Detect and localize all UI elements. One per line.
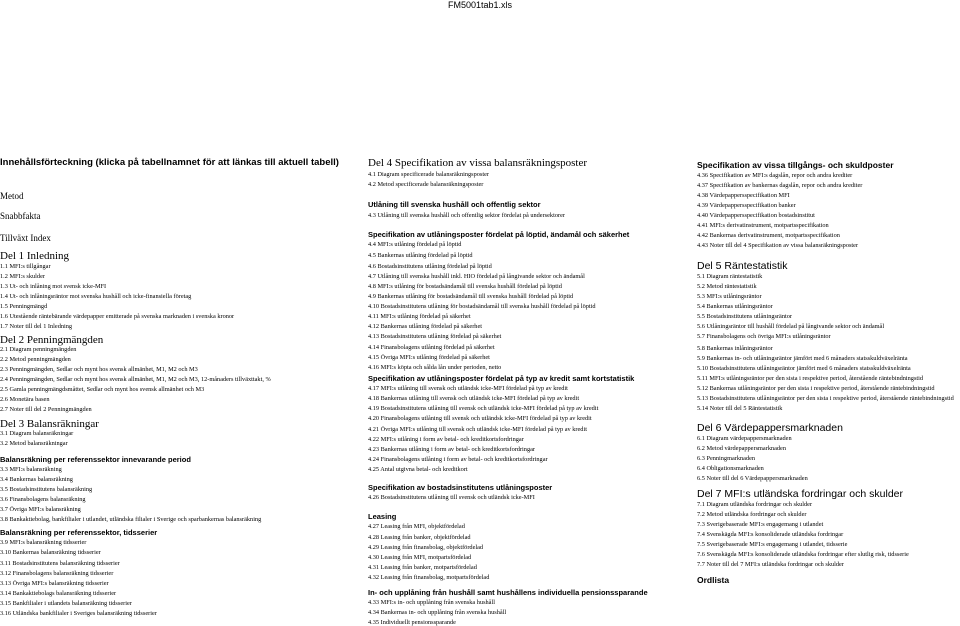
toc-link[interactable]: 1.3 Ut- och inlåning mot svensk icke-MFI [0,283,107,290]
toc-link[interactable]: 2.6 Monetära basen [0,396,50,403]
toc-column-2 [368,157,648,626]
toc-link[interactable]: 4.20 Finansbolagens utlåning till svensk och utländsk icke-MFI fördelad på typ av kredit [368,415,592,422]
toc-section-heading: Innehållsförteckning (klicka på tabellnamnet för att länkas till aktuell tabell) [0,157,339,168]
toc-link[interactable]: 4.34 Bankernas in- och upplåning från svenska hushåll [368,609,507,616]
toc-section-heading: Del 1 Inledning [0,250,70,262]
toc-section-heading: Specifikation av vissa tillgångs- och skuldposter [697,160,894,170]
toc-link[interactable]: 5.7 Finansbolagens och övriga MFI:s utlåningsräntor [697,333,831,340]
toc-link[interactable]: 3.16 Utländska bankfilialer i Sveriges balansräkning tidsserier [0,610,157,617]
toc-link[interactable]: 2.2 Metod penningmängden [0,356,71,363]
toc-link[interactable]: 3.11 Bostadsinstitutens balansräkning tidsserier [0,560,120,567]
toc-link[interactable]: 3.9 MFI:s balansräkning tidsserier [0,539,87,546]
toc-link[interactable]: 4.11 MFI:s utlåning fördelad på säkerhet [368,313,471,320]
toc-link[interactable]: 1.6 Utestående räntebärande värdepapper emitterade på svenska marknaden i svenska kronor [0,313,235,320]
toc-link[interactable]: 4.40 Värdepappersspecifikation bostadsinstitut [697,212,815,219]
toc-link[interactable]: 4.30 Leasing från MFI, motpartsfördelad [368,554,472,561]
toc-link[interactable]: 4.43 Noter till del 4 Specifikation av vissa balansräkningsposter [697,242,859,249]
toc-link[interactable]: 4.16 MFI:s köpta och sålda lån under perioden, netto [368,364,502,371]
toc-link[interactable]: 2.4 Penningmängden, Sedlar och mynt hos svensk allmänhet, M1, M2 och M3, 12-månaders tillväxttakt, % [0,376,271,383]
toc-link[interactable]: 4.1 Diagram specificerade balansräkningsposter [368,171,489,178]
toc-link[interactable]: 3.2 Metod balansräkningar [0,440,68,447]
toc-link[interactable]: 4.26 Bostadsinstitutens utlåning till svensk och utländsk icke-MFI [368,494,535,501]
toc-link[interactable]: 3.8 Bankaktiebolag, bankfilialer i utlandet, utländska filialer i Sverige och sparbankernas balansräkning [0,516,262,523]
toc-link[interactable]: 4.37 Specifikation av bankernas dagslån, repor och andra krediter [697,182,863,189]
toc-link[interactable]: 4.10 Bostadsinstitutens utlåning för bostadsändamål till svenska hushåll fördelad på löptid [368,303,596,310]
toc-section-heading: Specifikation av utlåningsposter fördelat på typ av kredit samt kortstatistik [368,374,635,383]
toc-section-heading: Del 7 MFI:s utländska fordringar och skulder [697,488,904,500]
toc-section-heading: Specifikation av utlåningsposter fördelat på löptid, ändamål och säkerhet [368,230,630,239]
toc-link[interactable]: 1.4 Ut- och inlåningsräntor mot svenska hushåll och icke-finansiella företag [0,293,192,300]
toc-link[interactable]: 7.4 Svenskägda MFI:s konsoliderade utländska fordringar [697,531,844,538]
toc-column-3 [697,158,960,611]
toc-link[interactable]: 5.10 Bostadsinstitutens utlåningsräntor jämfört med 6 månaders statsskuldväxelränta [697,365,911,372]
toc-link[interactable]: 2.7 Noter till del 2 Penningmängden [0,406,92,413]
toc-link[interactable]: 4.21 Övriga MFI:s utlåning till svensk och utländsk icke-MFI fördelad på typ av kredit [368,426,587,433]
toc-link[interactable]: 3.4 Bankernas balansräkning [0,476,73,483]
toc-link[interactable]: 4.7 Utlåning till svenska hushåll inkl. HIO fördelad på långivande sektor och ändamål [368,273,585,280]
toc-link[interactable]: 4.33 MFI:s in- och upplåning från svenska hushåll [368,599,495,606]
toc-section-heading: Del 6 Värdepappersmarknaden [697,422,843,434]
toc-section-heading: Tillväxt Index [0,233,51,243]
toc-section-heading: Del 3 Balansräkningar [0,418,99,430]
toc-link[interactable]: 1.5 Penningmängd [0,303,48,310]
toc-section-heading: Utlåning till svenska hushåll och offentlig sektor [368,200,541,209]
toc-link[interactable]: 4.24 Finansbolagens utlåning i form av betal- och kreditkortsfordringar [368,456,548,463]
toc-link[interactable]: 7.6 Svenskägda MFI:s konsoliderade utländska fordringar efter slutlig risk, tidsserie [697,551,909,558]
toc-link[interactable]: 4.36 Specifikation av MFI:s dagslån, repor och andra krediter [697,172,853,179]
toc-link[interactable]: 3.15 Bankfilialer i utlandets balansräkning tidsserier [0,600,132,607]
toc-link[interactable]: 4.15 Övriga MFI:s utlåning fördelad på säkerhet [368,354,490,361]
toc-section-heading: Snabbfakta [0,211,41,221]
toc-link[interactable]: 7.5 Sverigebaserade MFI:s engagemang i utlandet, tidsserie [697,541,848,548]
toc-link[interactable]: 5.11 MFI:s utlåningsräntor per den sista i respektive period, återstående räntebindningstid [697,375,924,382]
toc-link[interactable]: 3.12 Finansbolagens balansräkning tidsserier [0,570,114,577]
toc-link[interactable]: 7.2 Metod utländska fordringar och skulder [697,511,807,518]
toc-link[interactable]: 4.29 Leasing från finansbolag, objektfördelad [368,544,484,551]
toc-link[interactable]: 6.4 Obligationsmarknaden [697,465,764,472]
toc-link[interactable]: 5.3 MFI:s utlåningsräntor [697,293,762,300]
toc-link[interactable]: 3.1 Diagram balansräkningar [0,430,74,437]
toc-link[interactable]: 6.2 Metod värdepappersmarknaden [697,445,786,452]
toc-link[interactable]: 1.7 Noter till del 1 Inledning [0,323,73,330]
toc-link[interactable]: 7.7 Noter till del 7 MFI:s utländska fordringar och skulder [697,561,844,568]
toc-link[interactable]: 7.3 Sverigebaserade MFI:s engagemang i utlandet [697,521,824,528]
toc-link[interactable]: 4.25 Antal utgivna betal- och kreditkort [368,466,468,473]
toc-link[interactable]: 3.3 MFI:s balansräkning [0,466,62,473]
toc-section-heading: Ordlista [697,575,730,585]
toc-section-heading: In- och upplåning från hushåll samt hushållens individuella pensionssparande [368,588,648,597]
toc-link[interactable]: 4.42 Bankernas derivatinstrument, motpartsspecifikation [697,232,840,239]
toc-link[interactable]: 4.38 Värdepappersspecifikation MFI [697,192,790,199]
toc-link[interactable]: 4.27 Leasing från MFI, objektfördelad [368,523,465,530]
toc-link[interactable]: 1.1 MFI:s tillgångar [0,263,51,270]
toc-link[interactable]: 4.9 Bankernas utlåning för bostadsändamål till svenska hushåll fördelad på löptid [368,293,574,300]
toc-section-heading: Del 2 Penningmängden [0,334,104,346]
toc-link[interactable]: 5.6 Utlåningsräntor till hushåll fördelad på långivande sektor och ändamål [697,323,885,330]
toc-link[interactable]: 4.39 Värdepappersspecifikation banker [697,202,796,209]
toc-section-heading: Metod [0,191,24,201]
toc-link[interactable]: 4.28 Leasing från banker, objektfördelad [368,534,471,541]
toc-link[interactable]: 3.7 Övriga MFI:s balansräkning [0,506,81,513]
toc-link[interactable]: 5.13 Bostadsinstitutens utlåningsräntor per den sista i respektive period, återstående räntebindningstid [697,395,954,402]
toc-link[interactable]: 5.4 Bankernas utlåningsräntor [697,303,773,310]
toc-link[interactable]: 4.41 MFI:s derivatinstrument, motpartsspecifikation [697,222,829,229]
toc-section-heading: Leasing [368,512,397,521]
toc-link[interactable]: 2.3 Penningmängden, Sedlar och mynt hos svensk allmänhet, M1, M2 och M3 [0,366,198,373]
toc-link[interactable]: 4.14 Finansbolagens utlåning fördelad på säkerhet [368,344,495,351]
toc-link[interactable]: 5.12 Bankernas utlåningsräntor per den sista i respektive period, återstående räntebindningstid [697,385,935,392]
toc-section-heading: Del 5 Räntestatistik [697,260,788,272]
toc-link[interactable]: 4.5 Bankernas utlåning fördelad på löptid [368,252,473,259]
toc-link[interactable]: 7.1 Diagram utländska fordringar och skulder [697,501,813,508]
toc-link[interactable]: 4.3 Utlåning till svenska hushåll och offentlig sektor fördelat på undersektorer [368,212,565,219]
toc-link[interactable]: 5.2 Metod räntestatistik [697,283,757,290]
toc-link[interactable]: 4.17 MFI:s utlåning till svensk och utländsk icke-MFI fördelad på typ av kredit [368,385,568,392]
toc-link[interactable]: 5.1 Diagram räntestatistik [697,273,763,280]
toc-link[interactable]: 6.5 Noter till del 6 Värdepappersmarknaden [697,475,808,482]
toc-link[interactable]: 4.22 MFI:s utlåning i form av betal- och kreditkortsfordringar [368,436,524,443]
toc-link[interactable]: 4.18 Bankernas utlåning till svensk och utländsk icke-MFI fördelad på typ av kredit [368,395,580,402]
toc-link[interactable]: 2.1 Diagram penningmängden [0,346,77,353]
toc-link[interactable]: 4.13 Bostadsinstitutens utlåning fördelad på säkerhet [368,333,502,340]
toc-link[interactable]: 5.9 Bankernas in- och utlåningsräntor jämfört med 6 månaders statsskuldväxelränta [697,355,908,362]
toc-link[interactable]: 4.12 Bankernas utlåning fördelad på säkerhet [368,323,483,330]
toc-link[interactable]: 5.5 Bostadsinstitutens utlåningsräntor [697,313,792,320]
toc-link[interactable]: 4.23 Bankernas utlåning i form av betal- och kreditkortsfordringar [368,446,535,453]
toc-link[interactable]: 3.10 Bankernas balansräkning tidsserier [0,549,101,556]
toc-section-heading: Del 4 Specifikation av vissa balansräkningsposter [368,157,588,169]
toc-link[interactable]: 5.14 Noter till del 5 Räntestatistik [697,405,783,412]
toc-section-heading: Balansräkning per referenssektor innevarande period [0,455,191,464]
file-title: FM5001tab1.xls [447,0,513,10]
toc-link[interactable]: 6.1 Diagram värdepappersmarknaden [697,435,792,442]
toc-link[interactable]: 3.6 Finansbolagens balansräkning [0,496,86,503]
toc-link[interactable]: 4.31 Leasing från banker, motpartsfördelad [368,564,477,571]
toc-section-heading: Specifikation av bostadsinstitutens utlåningsposter [368,483,553,492]
toc-link[interactable]: 4.2 Metod specificerade balansräkningsposter [368,181,484,188]
toc-link[interactable]: 3.14 Bankaktiebolags balansräkning tidsserier [0,590,117,597]
toc-link[interactable]: 4.4 MFI:s utlåning fördelad på löptid [368,241,462,248]
toc-link[interactable]: 4.6 Bostadsinstitutens utlåning fördelad på löptid [368,263,492,270]
toc-link[interactable]: 3.5 Bostadsinstitutens balansräkning [0,486,93,493]
file-title-bar [0,0,960,10]
toc-link[interactable]: 4.8 MFI:s utlåning för bostadsändamål till svenska hushåll fördelad på löptid [368,283,562,290]
toc-link[interactable]: 4.19 Bostadsinstitutens utlåning till svensk och utländsk icke-MFI fördelad på typ av kredit [368,405,599,412]
toc-link[interactable]: 2.5 Gamla penningmängdsmåttet, Sedlar och mynt hos svensk allmänhet och M3 [0,386,205,393]
toc-link[interactable]: 4.32 Leasing från finansbolag, motpartsfördelad [368,574,490,581]
toc-link[interactable]: 6.3 Penningmarknaden [697,455,756,462]
toc-link[interactable]: 1.2 MFI:s skulder [0,273,45,280]
toc-column-1 [0,157,339,617]
toc-link[interactable]: 4.35 Individuellt pensionssparande [368,619,456,626]
toc-section-heading: Balansräkning per referenssektor, tidsserier [0,528,158,537]
toc-link[interactable]: 5.8 Bankernas inlåningsräntor [697,345,773,352]
toc-link[interactable]: 3.13 Övriga MFI:s balansräkning tidsserier [0,580,109,587]
